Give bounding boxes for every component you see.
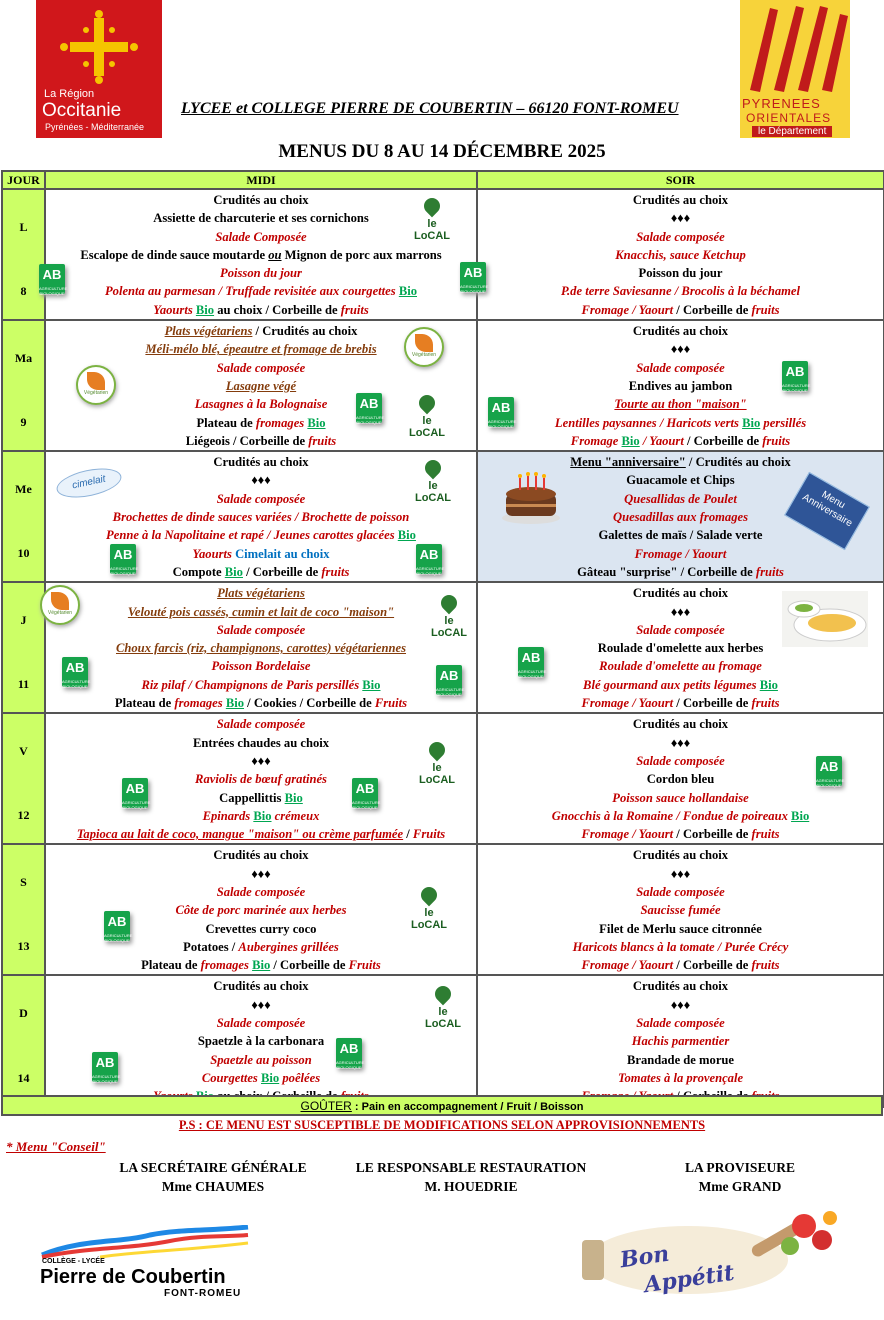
bon-appetit-word1: Bon: [618, 1240, 671, 1274]
menu-text: / Corbeille de: [673, 827, 752, 842]
organic-ab-icon: AB AGRICULTURE BIOLOGIQUE: [92, 1052, 118, 1082]
menu-line: Crudités au choix: [213, 848, 309, 863]
menu-line: Crudités au choix: [213, 193, 309, 207]
bio-label: Bio: [742, 415, 761, 430]
menu-line: Endives au jambon: [628, 378, 733, 393]
menu-text: Fruits: [412, 827, 446, 842]
lunch-cell: [39, 189, 489, 320]
day-abbr: V: [19, 744, 28, 759]
menu-line: Salade composée: [636, 229, 725, 244]
organic-ab-icon: AB AGRICULTURE BIOLOGIQUE: [356, 393, 382, 423]
dinner-cell: [477, 844, 884, 975]
day-number: 10: [17, 546, 30, 561]
menu-line: Velouté pois cassés, cumin et lait de coco "maison": [127, 604, 395, 619]
menu-line: ♦♦♦: [251, 997, 271, 1012]
menu-line: ♦♦♦: [251, 473, 271, 488]
menu-text: ou: [268, 247, 282, 262]
menu-text: Fruits: [374, 696, 408, 711]
signature-proviseure: [660, 1158, 820, 1196]
menu-text: fruits: [751, 958, 780, 973]
menu-text: Plateau de: [196, 415, 256, 430]
menu-text: fruits: [340, 302, 369, 317]
menu-line: Salade composée: [216, 1016, 306, 1031]
menu-text: Fromage / Yaourt: [581, 958, 674, 973]
bio-label: Bio: [195, 302, 215, 317]
menu-line: Brochettes de dinde sauces variées / Brochette de poisson: [112, 510, 410, 525]
menu-text: Potatoes /: [183, 939, 239, 954]
menu-line: Salade composée: [636, 622, 725, 637]
menu-text: Penne à la Napolitaine et rapé / Jeunes carottes glacées: [106, 528, 398, 543]
menu-line: [46, 825, 476, 843]
dinner-cell: [477, 451, 884, 582]
local-product-icon: le LoCAL: [416, 740, 458, 782]
menu-line: Brandade de morue: [626, 1052, 735, 1067]
menu-line: ♦♦♦: [251, 753, 271, 768]
menu-text: / Corbeille de: [673, 958, 752, 973]
menu-text: crémeux: [271, 808, 320, 823]
kitchen-ingredients-icon: [568, 1200, 858, 1310]
menu-text: Courgettes: [201, 1070, 261, 1085]
lunch-cell: [45, 320, 477, 451]
organic-ab-icon: AB AGRICULTURE BIOLOGIQUE: [62, 657, 88, 687]
day-abbr: L: [19, 220, 28, 234]
signature-restauration: [340, 1158, 602, 1196]
menu-text: Cimelait au choix: [235, 546, 330, 561]
organic-ab-icon: AB AGRICULTURE BIOLOGIQUE: [816, 756, 842, 786]
signature-name: M. HOUEDRIE: [424, 1179, 518, 1194]
menu-title: MENUS DU 8 AU 14 DÉCEMBRE 2025: [278, 141, 606, 162]
menu-line: ♦♦♦: [670, 211, 691, 226]
bio-label: Bio: [791, 808, 810, 823]
menu-line: Plats végétariens: [217, 586, 305, 601]
menu-line: Crudités au choix: [213, 455, 309, 470]
menu-line: [478, 563, 883, 581]
menu-text: / Crudités au choix: [252, 324, 358, 339]
menu-line: [478, 807, 883, 825]
birthday-cake-icon: [500, 468, 562, 524]
menu-line: [478, 825, 883, 843]
day-abbr: Ma: [14, 351, 33, 366]
anniversary-menu-badge: Menu Anniversaire: [784, 472, 870, 550]
lunch-cell: [45, 713, 477, 844]
menu-line: Spaetzle au poisson: [210, 1052, 312, 1067]
menu-text: / Corbeille de: [673, 696, 752, 711]
menu-line: Roulade d'omelette au fromage: [599, 659, 762, 674]
menu-text: Compote: [172, 564, 225, 579]
menu-line: Salade composée: [216, 491, 306, 506]
day-number: 12: [17, 808, 30, 823]
menu-text: Yaourts: [192, 546, 236, 561]
vegetarian-icon: Végétarien: [404, 327, 444, 367]
menu-line: Spaetzle à la carbonara: [197, 1034, 325, 1049]
menu-text: au choix / Corbeille de: [214, 302, 341, 317]
lunch-cell: [45, 975, 477, 1106]
conseil-note: * Menu "Conseil": [6, 1139, 106, 1154]
bio-label: Bio: [225, 696, 245, 711]
menu-text: Escalope de dinde sauce moutarde: [80, 247, 269, 262]
menu-text: fruits: [762, 433, 791, 448]
menu-line: [46, 526, 476, 544]
bio-label: Bio: [253, 808, 272, 823]
col-header-day: JOUR: [2, 171, 45, 189]
organic-ab-icon: AB AGRICULTURE BIOLOGIQUE: [352, 778, 378, 808]
menu-line: Knacchis, sauce Ketchup: [615, 247, 746, 262]
local-product-icon: le LoCAL: [408, 885, 450, 927]
menu-line: [46, 282, 476, 300]
menu-line: Hachis parmentier: [631, 1034, 730, 1049]
menu-text: / Crudités au choix: [685, 455, 791, 470]
menu-line: Salade composée: [636, 1016, 725, 1031]
bon-appetit-illustration: [568, 1200, 858, 1310]
organic-ab-icon: AB AGRICULTURE BIOLOGIQUE: [436, 665, 462, 695]
signature-title: LE RESPONSABLE RESTAURATION: [355, 1160, 587, 1175]
menu-text: Blé gourmand aux petits légumes: [583, 677, 760, 692]
menu-text: Fromage / Yaourt: [581, 827, 674, 842]
menu-text: Riz pilaf / Champignons de Paris persillés: [141, 677, 363, 692]
day-abbr: Me: [15, 482, 32, 497]
menu-text: Mignon de porc aux marrons: [281, 247, 442, 262]
day-cell: [2, 189, 45, 320]
local-product-icon: le LoCAL: [406, 393, 448, 435]
school-logo-line1: COLLÈGE - LYCÉE: [42, 1258, 105, 1265]
menu-line: Méli-mélo blé, épeautre et fromage de brebis: [145, 342, 377, 357]
menu-line: Salade composée: [636, 360, 725, 375]
menu-line: ♦♦♦: [670, 735, 691, 750]
menu-text: Plats végétariens: [164, 324, 253, 339]
department-logo-line3: le Département: [752, 126, 832, 137]
day-cell: [2, 582, 45, 713]
pyrenees-orientales-logo: [740, 0, 850, 138]
menu-line: Tomates à la provençale: [617, 1070, 744, 1085]
menu-table: [1, 170, 884, 1108]
day-cell: [2, 844, 45, 975]
menu-line: Guacamole et Chips: [626, 473, 735, 488]
table-row: [2, 713, 884, 844]
day-number: 8: [20, 284, 27, 299]
menu-text: Fromage: [570, 433, 622, 448]
menu-line: Crudités au choix: [632, 717, 729, 732]
local-product-icon: le LoCAL: [428, 593, 470, 635]
school-logo-line3: FONT-ROMEU: [164, 1288, 242, 1299]
menu-line: Entrées chaudes au choix: [192, 735, 330, 750]
menu-line: Poisson du jour: [220, 266, 302, 281]
table-row: [2, 320, 884, 451]
menu-line: Crudités au choix: [632, 979, 729, 994]
organic-ab-icon: AB AGRICULTURE BIOLOGIQUE: [782, 361, 808, 391]
menu-line: Saucisse fumée: [640, 903, 721, 918]
menu-text: / Corbeille de: [683, 433, 763, 448]
bio-label: Bio: [261, 1070, 280, 1085]
ps-notice: P.S : CE MENU EST SUSCEPTIBLE DE MODIFICATIONS SELON APPROVISIONNEMENTS: [178, 1118, 706, 1132]
menu-line: Haricots blancs à la tomate / Purée Crécy: [572, 939, 789, 954]
menu-line: Lasagnes à la Bolognaise: [194, 397, 328, 412]
menu-line: Quesallidas de Poulet: [624, 491, 737, 506]
menu-text: Liégeois / Corbeille de: [185, 433, 309, 448]
lunch-cell: [45, 844, 477, 975]
menu-line: Côte de porc marinée aux herbes: [175, 903, 347, 918]
menu-line: Salade composée: [636, 753, 725, 768]
menu-text: fromages: [200, 958, 249, 973]
menu-text: Polenta au parmesan / Truffade revisitée aux courgettes: [104, 284, 399, 299]
menu-text: /: [403, 827, 413, 842]
menu-text: Gâteau "surprise" / Corbeille de: [577, 564, 756, 579]
menu-text: Fruits: [348, 958, 381, 973]
vegetarian-icon: Végétarien: [40, 585, 80, 625]
menu-text: Aubergines grillées: [238, 939, 339, 954]
menu-line: Salade composée: [216, 884, 306, 899]
menu-line: Lasagne végé: [225, 378, 297, 393]
dinner-cell: [477, 582, 884, 713]
day-cell: [2, 451, 45, 582]
bio-label: Bio: [284, 790, 303, 805]
dinner-cell: [477, 975, 884, 1106]
gouter-label: GOÛTER: [300, 1099, 352, 1113]
menu-line: P.de terre Saviesanne / Brocolis à la béchamel: [560, 284, 801, 299]
menu-text: persillés: [760, 415, 807, 430]
organic-ab-icon: AB AGRICULTURE BIOLOGIQUE: [488, 397, 514, 427]
menu-text: fromages: [174, 696, 223, 711]
omelette-photo-icon: [782, 591, 868, 647]
signature-name: Mme GRAND: [698, 1179, 782, 1194]
menu-text: Plateau de: [114, 696, 175, 711]
menu-line: [46, 956, 476, 974]
organic-ab-icon: AB AGRICULTURE BIOLOGIQUE: [104, 911, 130, 941]
menu-line: Assiette de charcuterie et ses cornichons: [153, 211, 369, 226]
bio-label: Bio: [307, 415, 326, 430]
lunch-cell: [45, 582, 477, 713]
menu-line: Cordon bleu: [646, 772, 715, 787]
menu-line: Salade composée: [216, 360, 306, 375]
menu-line: [478, 432, 883, 450]
menu-text: Lentilles paysannes / Haricots verts: [554, 415, 743, 430]
menu-text: Plateau de: [141, 958, 201, 973]
menu-line: Salade composée: [636, 884, 725, 899]
day-cell: [2, 320, 45, 451]
mountain-swoosh-icon: [40, 1225, 250, 1259]
lunch-cell: [45, 451, 477, 582]
menu-line: Poisson sauce hollandaise: [612, 790, 749, 805]
menu-text: / Yaourt: [639, 433, 684, 448]
school-logo: [40, 1225, 260, 1305]
organic-ab-icon: AB AGRICULTURE BIOLOGIQUE: [110, 544, 136, 574]
menu-text: fruits: [751, 302, 780, 317]
menu-line: ♦♦♦: [670, 866, 691, 881]
menu-text: / Corbeille de: [270, 958, 349, 973]
menu-line: Roulade d'omelette aux herbes: [597, 641, 764, 656]
day-number: 14: [17, 1070, 30, 1085]
menu-line: [478, 956, 883, 974]
menu-line: [478, 694, 883, 712]
menu-line: Tourte au thon "maison": [614, 397, 747, 412]
organic-ab-icon: AB AGRICULTURE BIOLOGIQUE: [122, 778, 148, 808]
region-logo-line2: Occitanie: [42, 100, 122, 121]
local-product-icon: le LoCAL: [411, 196, 453, 238]
signature-name: Mme CHAUMES: [161, 1179, 265, 1194]
menu-line: [46, 301, 476, 319]
menu-line: ♦♦♦: [670, 604, 691, 619]
menu-line: [478, 414, 883, 432]
menu-text: / Corbeille de: [673, 302, 752, 317]
menu-line: ♦♦♦: [670, 342, 691, 357]
table-row: [2, 189, 884, 320]
dinner-cell: [477, 713, 884, 844]
menu-text: Epinards: [202, 808, 254, 823]
menu-text: poêlées: [279, 1070, 321, 1085]
dinner-cell: [477, 320, 884, 451]
local-product-icon: le LoCAL: [412, 458, 454, 500]
signature-title: LA PROVISEURE: [685, 1160, 795, 1175]
bio-label: Bio: [397, 528, 416, 543]
school-title: LYCEE et COLLEGE PIERRE DE COUBERTIN – 66120 FONT-ROMEU: [181, 100, 679, 117]
organic-ab-icon: AB AGRICULTURE BIOLOGIQUE: [39, 264, 65, 294]
menu-text: fruits: [308, 433, 337, 448]
organic-ab-icon: AB AGRICULTURE BIOLOGIQUE: [518, 647, 544, 677]
menu-line: ♦♦♦: [670, 997, 691, 1012]
bio-label: Bio: [759, 677, 778, 692]
day-abbr: J: [20, 613, 27, 628]
table-row: [2, 582, 884, 713]
menu-line: Choux farcis (riz, champignons, carottes) végétariennes: [115, 641, 407, 656]
school-logo-line2: Pierre de Coubertin: [40, 1266, 226, 1288]
menu-text: fruits: [321, 564, 350, 579]
day-number: 13: [17, 939, 30, 954]
bio-label: Bio: [362, 677, 381, 692]
menu-text: Tapioca au lait de coco, mangue "maison" ou crème parfumée: [76, 827, 404, 842]
bio-label: Bio: [621, 433, 640, 448]
menu-line: Crudités au choix: [632, 324, 729, 339]
region-logo-line1: La Région: [44, 88, 95, 100]
signature-secretary: [108, 1158, 318, 1196]
menu-text: fruits: [751, 696, 780, 711]
menu-line: Salade composée: [216, 717, 306, 732]
menu-line: [46, 807, 476, 825]
bio-label: Bio: [398, 284, 418, 299]
vegetarian-icon: Végétarien: [76, 365, 116, 405]
menu-text: Gnocchis à la Romaine / Fondue de poireaux: [551, 808, 792, 823]
menu-line: Galettes de maïs / Salade verte: [598, 528, 763, 543]
bio-label: Bio: [252, 958, 271, 973]
menu-line: [46, 246, 476, 264]
menu-text: Fromage / Yaourt: [581, 302, 674, 317]
menu-line: Quesadillas aux fromages: [612, 510, 749, 525]
day-abbr: S: [20, 875, 27, 890]
day-number: 11: [17, 677, 30, 692]
region-occitanie-logo: [36, 0, 162, 138]
menu-text: / Corbeille de: [242, 564, 322, 579]
menu-line: [478, 301, 883, 319]
organic-ab-icon: AB AGRICULTURE BIOLOGIQUE: [336, 1038, 362, 1068]
menu-line: Raviolis de bœuf gratinés: [195, 772, 327, 787]
table-row: [2, 451, 884, 582]
table-row: [2, 975, 884, 1106]
catalan-stripes-icon: [740, 0, 850, 92]
organic-ab-icon: AB AGRICULTURE BIOLOGIQUE: [416, 544, 442, 574]
department-logo-line1: PYRENEES: [742, 96, 821, 111]
signature-title: LA SECRÉTAIRE GÉNÉRALE: [119, 1160, 307, 1175]
menu-line: [46, 676, 476, 694]
day-cell: [2, 713, 45, 844]
bio-label: Bio: [224, 564, 243, 579]
menu-text: / Cookies / Corbeille de: [244, 696, 375, 711]
menu-line: [46, 789, 476, 807]
col-header-dinner: SOIR: [477, 171, 884, 189]
menu-text: fromages: [255, 415, 305, 430]
menu-line: Salade composée: [216, 622, 306, 637]
menu-text: Menu "anniversaire": [570, 455, 686, 470]
menu-line: Poisson du jour: [638, 266, 723, 281]
gouter-text: : Pain en accompagnement / Fruit / Boisson: [351, 1101, 584, 1113]
menu-text: Fromage / Yaourt: [581, 696, 674, 711]
menu-line: Crevettes curry coco: [205, 921, 317, 936]
dinner-cell: [477, 189, 884, 320]
table-row: [2, 844, 884, 975]
department-logo-line2: ORIENTALES: [746, 111, 832, 125]
day-abbr: D: [19, 1006, 28, 1021]
menu-line: Crudités au choix: [632, 848, 729, 863]
menu-line: Crudités au choix: [632, 193, 729, 207]
occitan-cross-icon: [56, 8, 142, 86]
menu-text: fruits: [755, 564, 784, 579]
day-cell: [2, 975, 45, 1106]
menu-text: Cappellittis: [219, 790, 285, 805]
menu-text: Yaourts: [153, 302, 196, 317]
cimelait-logo: cimelait: [54, 464, 124, 503]
menu-line: Salade Composée: [215, 229, 307, 244]
organic-ab-icon: AB AGRICULTURE BIOLOGIQUE: [460, 262, 486, 292]
menu-line: [46, 694, 476, 712]
bon-appetit-word2: Appétit: [642, 1259, 736, 1299]
menu-line: Fromage / Yaourt: [634, 546, 727, 561]
menu-line: Crudités au choix: [213, 979, 309, 994]
menu-line: Crudités au choix: [632, 586, 729, 601]
day-number: 9: [20, 415, 27, 430]
table-header-row: [2, 171, 884, 189]
region-logo-line3: Pyrénées - Méditerranée: [45, 122, 145, 132]
menu-line: Filet de Merlu sauce citronnée: [599, 921, 762, 936]
gouter-bar: [1, 1095, 883, 1116]
local-product-icon: le LoCAL: [422, 984, 464, 1026]
col-header-lunch: MIDI: [45, 171, 477, 189]
menu-line: ♦♦♦: [251, 866, 271, 881]
menu-line: Poisson Bordelaise: [211, 659, 311, 674]
menu-text: fruits: [751, 827, 780, 842]
